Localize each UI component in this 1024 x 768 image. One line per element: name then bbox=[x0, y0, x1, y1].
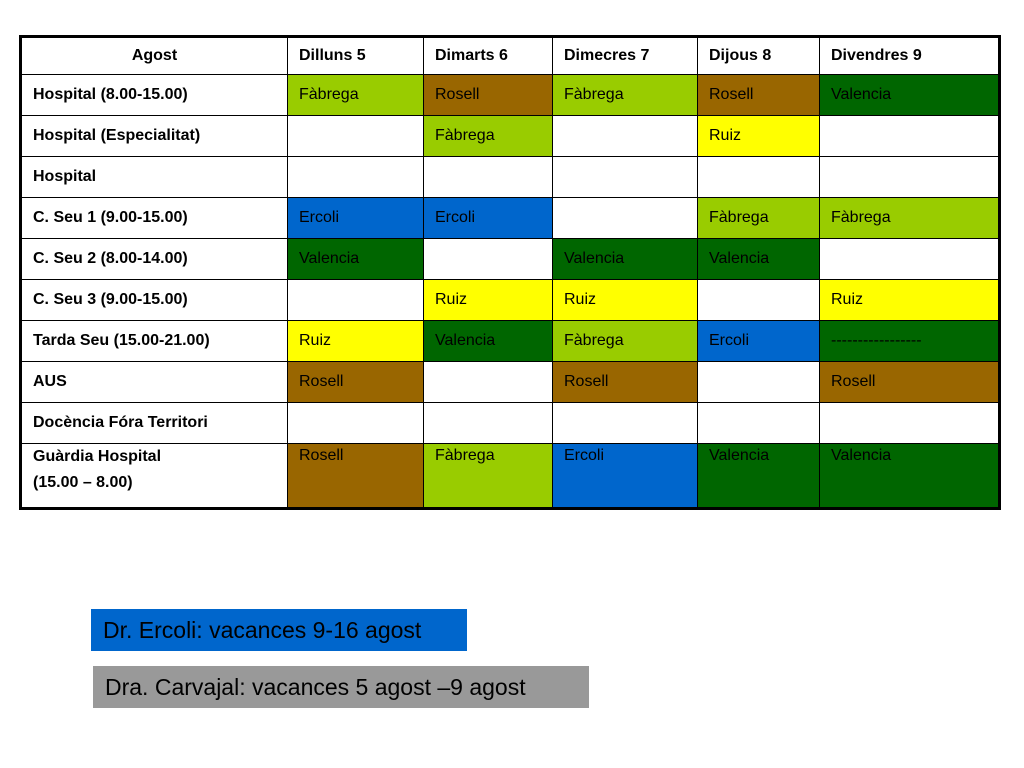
schedule-cell bbox=[553, 198, 698, 239]
schedule-cell: Ercoli bbox=[288, 198, 424, 239]
schedule-cell: Fàbrega bbox=[424, 444, 553, 509]
row-label-text: Hospital bbox=[33, 168, 97, 185]
header-day: Dimecres 7 bbox=[553, 37, 698, 75]
row-label bbox=[21, 198, 288, 239]
table-row bbox=[21, 321, 1000, 362]
table-row bbox=[21, 157, 1000, 198]
schedule-cell bbox=[820, 157, 1000, 198]
row-label-text: AUS bbox=[33, 373, 67, 390]
row-label-text: Hospital (8.00-15.00) bbox=[33, 86, 188, 103]
schedule-cell: Ruiz bbox=[698, 116, 820, 157]
row-label-text: Tarda Seu (15.00-21.00) bbox=[33, 332, 210, 349]
schedule-cell bbox=[820, 239, 1000, 280]
note-carvajal-vacation: Dra. Carvajal: vacances 5 agost –9 agost bbox=[93, 666, 589, 708]
row-label bbox=[21, 362, 288, 403]
schedule-cell: Valencia bbox=[288, 239, 424, 280]
schedule-cell: Fàbrega bbox=[553, 75, 698, 116]
row-label-text: Hospital (Especialitat) bbox=[33, 127, 201, 144]
schedule-cell: ----------------- bbox=[820, 321, 1000, 362]
table-row bbox=[21, 280, 1000, 321]
schedule-cell: Ercoli bbox=[698, 321, 820, 362]
schedule-cell: Fàbrega bbox=[698, 198, 820, 239]
schedule-cell: Valencia bbox=[820, 444, 1000, 509]
schedule-cell bbox=[698, 157, 820, 198]
schedule-cell: Valencia bbox=[698, 239, 820, 280]
schedule-cell bbox=[553, 116, 698, 157]
table-row bbox=[21, 239, 1000, 280]
row-label-text: Guàrdia Hospital bbox=[33, 448, 162, 465]
schedule-cell bbox=[288, 280, 424, 321]
row-label-subtext: (15.00 – 8.00) bbox=[33, 474, 133, 491]
schedule-body bbox=[21, 75, 1000, 509]
schedule-cell: Rosell bbox=[288, 362, 424, 403]
row-label bbox=[21, 321, 288, 362]
schedule-cell: Valencia bbox=[698, 444, 820, 509]
schedule-cell: Ruiz bbox=[820, 280, 1000, 321]
schedule-cell bbox=[553, 403, 698, 444]
header-day: Dijous 8 bbox=[698, 37, 820, 75]
table-row bbox=[21, 75, 1000, 116]
header-day: Divendres 9 bbox=[820, 37, 1000, 75]
row-label bbox=[21, 444, 288, 509]
row-label-text: C. Seu 1 (9.00-15.00) bbox=[33, 209, 188, 226]
schedule-cell: Rosell bbox=[288, 444, 424, 509]
schedule-cell: Valencia bbox=[424, 321, 553, 362]
schedule-cell bbox=[288, 403, 424, 444]
schedule-cell: Valencia bbox=[820, 75, 1000, 116]
schedule-cell: Rosell bbox=[698, 75, 820, 116]
schedule-cell bbox=[424, 239, 553, 280]
schedule-cell: Rosell bbox=[553, 362, 698, 403]
schedule-cell bbox=[424, 362, 553, 403]
row-label bbox=[21, 157, 288, 198]
row-label-text: C. Seu 3 (9.00-15.00) bbox=[33, 291, 188, 308]
row-label bbox=[21, 116, 288, 157]
table-row bbox=[21, 116, 1000, 157]
schedule-cell: Rosell bbox=[820, 362, 1000, 403]
schedule-cell bbox=[553, 157, 698, 198]
schedule-cell: Ercoli bbox=[424, 198, 553, 239]
schedule-cell bbox=[288, 157, 424, 198]
schedule-cell bbox=[424, 157, 553, 198]
header-day: Dimarts 6 bbox=[424, 37, 553, 75]
row-label-text: C. Seu 2 (8.00-14.00) bbox=[33, 250, 188, 267]
schedule-table bbox=[19, 35, 1001, 510]
schedule-cell bbox=[424, 403, 553, 444]
table-row bbox=[21, 362, 1000, 403]
table-row bbox=[21, 198, 1000, 239]
schedule-cell: Ruiz bbox=[553, 280, 698, 321]
table-row bbox=[21, 403, 1000, 444]
schedule-cell: Fàbrega bbox=[288, 75, 424, 116]
schedule-cell bbox=[698, 403, 820, 444]
header-month: Agost bbox=[21, 37, 288, 75]
schedule-cell: Fàbrega bbox=[424, 116, 553, 157]
schedule-cell bbox=[820, 116, 1000, 157]
schedule-cell bbox=[698, 362, 820, 403]
header-row bbox=[21, 37, 1000, 75]
schedule-cell bbox=[820, 403, 1000, 444]
header-day: Dilluns 5 bbox=[288, 37, 424, 75]
schedule-cell: Fàbrega bbox=[820, 198, 1000, 239]
schedule-cell: Rosell bbox=[424, 75, 553, 116]
schedule-cell: Ruiz bbox=[288, 321, 424, 362]
row-label-text: Docència Fóra Territori bbox=[33, 414, 208, 431]
row-label bbox=[21, 239, 288, 280]
schedule-cell: Fàbrega bbox=[553, 321, 698, 362]
schedule-cell: Ruiz bbox=[424, 280, 553, 321]
row-label bbox=[21, 280, 288, 321]
note-ercoli-vacation: Dr. Ercoli: vacances 9-16 agost bbox=[91, 609, 467, 651]
schedule-cell: Valencia bbox=[553, 239, 698, 280]
row-label bbox=[21, 75, 288, 116]
row-label bbox=[21, 403, 288, 444]
schedule-cell: Ercoli bbox=[553, 444, 698, 509]
table-row bbox=[21, 444, 1000, 509]
schedule-cell bbox=[288, 116, 424, 157]
schedule-cell bbox=[698, 280, 820, 321]
